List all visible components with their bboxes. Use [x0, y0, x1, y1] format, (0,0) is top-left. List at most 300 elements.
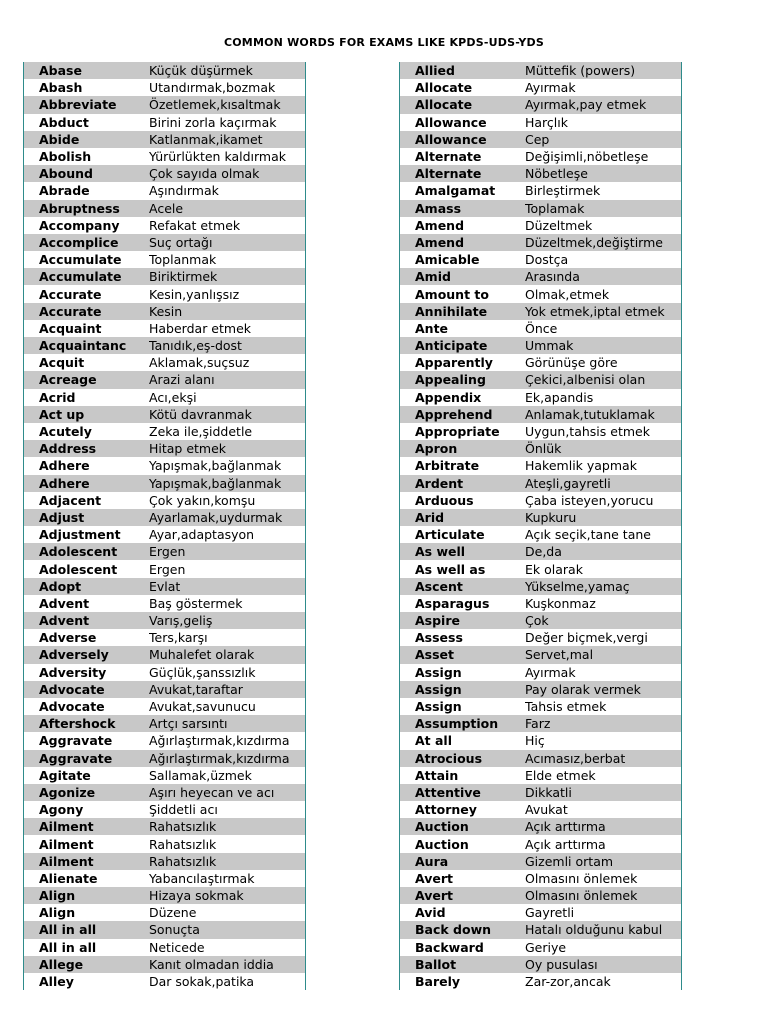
meaning-cell: Yapışmak,bağlanmak: [149, 475, 282, 491]
table-row: [24, 853, 305, 870]
table-row: [24, 475, 305, 492]
meaning-cell: Birini zorla kaçırmak: [149, 114, 277, 130]
meaning-cell: Ayırmak: [525, 664, 576, 680]
word-cell: Advocate: [39, 699, 105, 715]
meaning-cell: Ummak: [525, 338, 574, 354]
word-cell: Ailment: [39, 836, 94, 852]
word-cell: Address: [39, 441, 97, 457]
word-cell: Apron: [415, 441, 458, 457]
word-cell: Abide: [39, 131, 80, 147]
table-row: [24, 750, 305, 767]
word-cell: Appropriate: [415, 424, 500, 440]
word-cell: Assign: [415, 664, 462, 680]
meaning-cell: Kuşkonmaz: [525, 595, 596, 611]
meaning-cell: Uygun,tahsis etmek: [525, 424, 650, 440]
table-row: [400, 131, 681, 148]
meaning-cell: Tahsis etmek: [525, 699, 607, 715]
meaning-cell: Ağırlaştırmak,kızdırma: [149, 750, 290, 766]
table-row: [400, 767, 681, 784]
word-cell: Avert: [415, 888, 453, 904]
meaning-cell: Hiç: [525, 733, 545, 749]
word-cell: Adverse: [39, 630, 97, 646]
word-cell: Abruptness: [39, 200, 120, 216]
word-cell: Alley: [39, 974, 74, 990]
word-cell: Abolish: [39, 149, 92, 165]
word-cell: Barely: [415, 974, 461, 990]
word-cell: Accurate: [39, 286, 102, 302]
table-row: [24, 200, 305, 217]
word-cell: Abduct: [39, 114, 89, 130]
meaning-cell: Nöbetleşe: [525, 166, 588, 182]
table-row: [24, 182, 305, 199]
word-cell: Alternate: [415, 149, 482, 165]
meaning-cell: Değişimli,nöbetleşe: [525, 149, 649, 165]
word-cell: Abound: [39, 166, 93, 182]
meaning-cell: Değer biçmek,vergi: [525, 630, 648, 646]
table-row: [400, 165, 681, 182]
meaning-cell: Düzene: [149, 905, 197, 921]
word-cell: Alternate: [415, 166, 482, 182]
meaning-cell: Muhalefet olarak: [149, 647, 255, 663]
meaning-cell: Ayırmak,pay etmek: [525, 97, 647, 113]
meaning-cell: Ergen: [149, 561, 186, 577]
word-cell: Alienate: [39, 870, 98, 886]
table-row: [24, 148, 305, 165]
table-row: [400, 973, 681, 990]
table-row: [400, 148, 681, 165]
table-row: [24, 595, 305, 612]
meaning-cell: Yürürlükten kaldırmak: [149, 149, 286, 165]
word-cell: Ardent: [415, 475, 464, 491]
word-cell: Allowance: [415, 114, 487, 130]
meaning-cell: Olmasını önlemek: [525, 888, 638, 904]
meaning-cell: Açık arttırma: [525, 836, 606, 852]
meaning-cell: Ek,apandis: [525, 389, 594, 405]
meaning-cell: Arazi alanı: [149, 372, 215, 388]
table-row: [24, 801, 305, 818]
meaning-cell: Rahatsızlık: [149, 836, 217, 852]
table-row: [400, 440, 681, 457]
meaning-cell: Arasında: [525, 269, 580, 285]
vocab-table-left: [23, 62, 306, 990]
table-row: [400, 526, 681, 543]
table-row: [24, 389, 305, 406]
meaning-cell: Şiddetli acı: [149, 802, 218, 818]
table-row: [400, 79, 681, 96]
table-row: [24, 835, 305, 852]
meaning-cell: Neticede: [149, 939, 205, 955]
meaning-cell: Hitap etmek: [149, 441, 227, 457]
meaning-cell: Baş göstermek: [149, 595, 243, 611]
table-row: [24, 62, 305, 79]
word-cell: Attorney: [415, 802, 477, 818]
table-row: [24, 698, 305, 715]
table-row: [24, 509, 305, 526]
table-row: [24, 337, 305, 354]
meaning-cell: Geriye: [525, 939, 567, 955]
word-cell: Appealing: [415, 372, 486, 388]
table-row: [24, 114, 305, 131]
table-row: [24, 664, 305, 681]
word-cell: Adhere: [39, 475, 90, 491]
word-cell: Attain: [415, 767, 459, 783]
word-cell: Amend: [415, 217, 465, 233]
word-cell: At all: [415, 733, 453, 749]
word-cell: Ballot: [415, 956, 457, 972]
table-row: [24, 492, 305, 509]
meaning-cell: Özetlemek,kısaltmak: [149, 97, 281, 113]
word-cell: Appendix: [415, 389, 482, 405]
meaning-cell: Düzeltmek,değiştirme: [525, 234, 663, 250]
meaning-cell: Yok etmek,iptal etmek: [525, 303, 665, 319]
table-row: [400, 217, 681, 234]
word-cell: Allocate: [415, 97, 473, 113]
word-cell: Acquaintanc: [39, 338, 127, 354]
meaning-cell: Yükselme,yamaç: [525, 578, 630, 594]
word-cell: Aftershock: [39, 716, 116, 732]
table-row: [24, 784, 305, 801]
word-cell: Allied: [415, 63, 455, 79]
word-cell: Agonize: [39, 784, 96, 800]
table-row: [400, 96, 681, 113]
meaning-cell: Hakemlik yapmak: [525, 458, 637, 474]
word-cell: Allege: [39, 956, 84, 972]
table-row: [400, 457, 681, 474]
meaning-cell: Haberdar etmek: [149, 320, 252, 336]
word-cell: Articulate: [415, 527, 485, 543]
meaning-cell: Harçlık: [525, 114, 568, 130]
word-cell: Adopt: [39, 578, 82, 594]
word-cell: Align: [39, 888, 76, 904]
word-cell: Adversely: [39, 647, 109, 663]
word-cell: Adhere: [39, 458, 90, 474]
word-cell: Act up: [39, 406, 85, 422]
table-row: [400, 475, 681, 492]
table-row: [24, 234, 305, 251]
table-row: [400, 543, 681, 560]
table-row: [24, 818, 305, 835]
meaning-cell: Açık arttırma: [525, 819, 606, 835]
meaning-cell: Dikkatli: [525, 784, 572, 800]
meaning-cell: Tanıdık,eş-dost: [149, 338, 242, 354]
table-row: [24, 939, 305, 956]
word-cell: As well as: [415, 561, 486, 577]
meaning-cell: Katlanmak,ikamet: [149, 131, 263, 147]
meaning-cell: Hizaya sokmak: [149, 888, 244, 904]
word-cell: Ascent: [415, 578, 463, 594]
word-cell: Acrid: [39, 389, 76, 405]
table-row: [24, 887, 305, 904]
word-cell: Assumption: [415, 716, 499, 732]
table-row: [400, 509, 681, 526]
table-row: [24, 526, 305, 543]
word-cell: Adolescent: [39, 561, 118, 577]
table-row: [24, 612, 305, 629]
meaning-cell: Utandırmak,bozmak: [149, 80, 276, 96]
table-row: [400, 492, 681, 509]
meaning-cell: Sallamak,üzmek: [149, 767, 252, 783]
meaning-cell: Görünüşe göre: [525, 355, 618, 371]
meaning-cell: Ergen: [149, 544, 186, 560]
table-row: [24, 131, 305, 148]
meaning-cell: Küçük düşürmek: [149, 63, 253, 79]
meaning-cell: Ayar,adaptasyon: [149, 527, 255, 543]
word-cell: Allocate: [415, 80, 473, 96]
meaning-cell: Yabancılaştırmak: [149, 870, 255, 886]
table-row: [400, 698, 681, 715]
meaning-cell: Acı,ekşi: [149, 389, 197, 405]
meaning-cell: Artçı sarsıntı: [149, 716, 228, 732]
meaning-cell: Rahatsızlık: [149, 819, 217, 835]
meaning-cell: Ayırmak: [525, 80, 576, 96]
meaning-cell: Birleştirmek: [525, 183, 601, 199]
meaning-cell: Aşırı heyecan ve acı: [149, 784, 275, 800]
table-row: [400, 612, 681, 629]
meaning-cell: Kesin: [149, 303, 183, 319]
table-row: [400, 664, 681, 681]
table-row: [24, 79, 305, 96]
meaning-cell: Oy pusulası: [525, 956, 598, 972]
table-row: [24, 646, 305, 663]
word-cell: Adolescent: [39, 544, 118, 560]
meaning-cell: Çok yakın,komşu: [149, 492, 256, 508]
meaning-cell: Avukat: [525, 802, 568, 818]
word-cell: Amend: [415, 234, 465, 250]
word-cell: Adversity: [39, 664, 107, 680]
meaning-cell: Refakat etmek: [149, 217, 241, 233]
table-row: [24, 96, 305, 113]
word-cell: Asparagus: [415, 595, 490, 611]
table-row: [400, 389, 681, 406]
table-row: [24, 681, 305, 698]
meaning-cell: Önlük: [525, 441, 562, 457]
word-cell: Accumulate: [39, 252, 122, 268]
table-row: [400, 681, 681, 698]
word-cell: Acutely: [39, 424, 92, 440]
table-row: [24, 251, 305, 268]
table-row: [400, 251, 681, 268]
word-cell: Adjust: [39, 509, 85, 525]
page-title: COMMON WORDS FOR EXAMS LIKE KPDS-UDS-YDS: [223, 36, 545, 49]
table-row: [400, 939, 681, 956]
table-row: [400, 818, 681, 835]
word-cell: Apparently: [415, 355, 493, 371]
word-cell: Atrocious: [415, 750, 483, 766]
meaning-cell: Toplanmak: [149, 252, 217, 268]
meaning-cell: Ek olarak: [525, 561, 583, 577]
word-cell: Assess: [415, 630, 463, 646]
table-row: [24, 165, 305, 182]
meaning-cell: Müttefik (powers): [525, 63, 636, 79]
word-cell: Advent: [39, 595, 90, 611]
meaning-cell: Dar sokak,patika: [149, 974, 255, 990]
table-row: [400, 354, 681, 371]
word-cell: Acreage: [39, 372, 97, 388]
table-row: [400, 904, 681, 921]
word-cell: Arid: [415, 509, 445, 525]
meaning-cell: Önce: [525, 320, 558, 336]
word-cell: Abrade: [39, 183, 90, 199]
table-row: [400, 629, 681, 646]
word-cell: Amalgamat: [415, 183, 496, 199]
table-row: [24, 629, 305, 646]
meaning-cell: Varış,geliş: [149, 613, 213, 629]
word-cell: Amicable: [415, 252, 480, 268]
word-cell: Align: [39, 905, 76, 921]
meaning-cell: Açık seçik,tane tane: [525, 527, 651, 543]
word-cell: Agitate: [39, 767, 91, 783]
table-row: [400, 784, 681, 801]
meaning-cell: Aşındırmak: [149, 183, 219, 199]
word-cell: As well: [415, 544, 466, 560]
meaning-cell: Gayretli: [525, 905, 575, 921]
word-cell: Assign: [415, 699, 462, 715]
table-row: [24, 904, 305, 921]
meaning-cell: Olmasını önlemek: [525, 870, 638, 886]
table-row: [400, 234, 681, 251]
word-cell: Attentive: [415, 784, 481, 800]
word-cell: Accomplice: [39, 234, 119, 250]
table-row: [400, 406, 681, 423]
table-row: [400, 835, 681, 852]
meaning-cell: Acele: [149, 200, 184, 216]
meaning-cell: Acımasız,berbat: [525, 750, 626, 766]
meaning-cell: Pay olarak vermek: [525, 681, 641, 697]
meaning-cell: Yapışmak,bağlanmak: [149, 458, 282, 474]
meaning-cell: Kanıt olmadan iddia: [149, 956, 274, 972]
table-row: [24, 320, 305, 337]
word-cell: Back down: [415, 922, 492, 938]
meaning-cell: Aklamak,suçsuz: [149, 355, 250, 371]
word-cell: Abash: [39, 80, 83, 96]
meaning-cell: Dostça: [525, 252, 569, 268]
word-cell: Amid: [415, 269, 451, 285]
word-cell: Anticipate: [415, 338, 488, 354]
meaning-cell: Toplamak: [525, 200, 585, 216]
meaning-cell: Gizemli ortam: [525, 853, 614, 869]
meaning-cell: Kupkuru: [525, 509, 577, 525]
meaning-cell: Rahatsızlık: [149, 853, 217, 869]
word-cell: Amount to: [415, 286, 489, 302]
table-row: [24, 732, 305, 749]
table-row: [24, 217, 305, 234]
meaning-cell: Suç ortağı: [149, 234, 213, 250]
table-row: [400, 750, 681, 767]
meaning-cell: Avukat,taraftar: [149, 681, 243, 697]
meaning-cell: Düzeltmek: [525, 217, 593, 233]
table-row: [24, 354, 305, 371]
word-cell: Amass: [415, 200, 462, 216]
word-cell: Annihilate: [415, 303, 488, 319]
table-row: [24, 543, 305, 560]
meaning-cell: De,da: [525, 544, 562, 560]
meaning-cell: Ters,karşı: [149, 630, 208, 646]
meaning-cell: Güçlük,şanssızlık: [149, 664, 256, 680]
meaning-cell: Biriktirmek: [149, 269, 218, 285]
table-row: [400, 801, 681, 818]
meaning-cell: Sonuçta: [149, 922, 200, 938]
word-cell: Arduous: [415, 492, 474, 508]
table-row: [400, 337, 681, 354]
word-cell: Agony: [39, 802, 84, 818]
meaning-cell: Ağırlaştırmak,kızdırma: [149, 733, 290, 749]
table-row: [24, 578, 305, 595]
table-row: [400, 560, 681, 577]
meaning-cell: Hatalı olduğunu kabul: [525, 922, 663, 938]
word-cell: Aura: [415, 853, 449, 869]
meaning-cell: Kötü davranmak: [149, 406, 252, 422]
word-cell: Abbreviate: [39, 97, 117, 113]
word-cell: Aggravate: [39, 733, 113, 749]
table-row: [400, 62, 681, 79]
table-row: [24, 715, 305, 732]
meaning-cell: Olmak,etmek: [525, 286, 610, 302]
table-row: [400, 595, 681, 612]
meaning-cell: Zar-zor,ancak: [525, 974, 611, 990]
table-row: [24, 285, 305, 302]
meaning-cell: Ateşli,gayretli: [525, 475, 611, 491]
meaning-cell: Çaba isteyen,yorucu: [525, 492, 654, 508]
word-cell: Adjacent: [39, 492, 102, 508]
table-row: [24, 767, 305, 784]
meaning-cell: Ayarlamak,uydurmak: [149, 509, 283, 525]
table-row: [400, 732, 681, 749]
word-cell: Acquit: [39, 355, 85, 371]
word-cell: Accumulate: [39, 269, 122, 285]
table-row: [400, 853, 681, 870]
vocab-table-right: [399, 62, 682, 990]
word-cell: Avid: [415, 905, 446, 921]
word-cell: Accompany: [39, 217, 120, 233]
table-row: [400, 303, 681, 320]
word-cell: Auction: [415, 836, 469, 852]
table-row: [400, 956, 681, 973]
word-cell: Aspire: [415, 613, 460, 629]
table-row: [400, 423, 681, 440]
table-row: [400, 371, 681, 388]
word-cell: Aggravate: [39, 750, 113, 766]
table-row: [24, 560, 305, 577]
table-row: [400, 870, 681, 887]
meaning-cell: Anlamak,tutuklamak: [525, 406, 655, 422]
table-row: [24, 371, 305, 388]
table-row: [400, 578, 681, 595]
meaning-cell: Servet,mal: [525, 647, 594, 663]
meaning-cell: Çekici,albenisi olan: [525, 372, 646, 388]
word-cell: Abase: [39, 63, 82, 79]
meaning-cell: Çok sayıda olmak: [149, 166, 260, 182]
word-cell: Avert: [415, 870, 453, 886]
word-cell: Ailment: [39, 853, 94, 869]
table-row: [400, 320, 681, 337]
word-cell: Advent: [39, 613, 90, 629]
table-row: [400, 200, 681, 217]
table-row: [24, 440, 305, 457]
word-cell: Ante: [415, 320, 449, 336]
meaning-cell: Avukat,savunucu: [149, 699, 256, 715]
meaning-cell: Kesin,yanlışsız: [149, 286, 240, 302]
table-row: [24, 406, 305, 423]
meaning-cell: Cep: [525, 131, 550, 147]
table-row: [400, 268, 681, 285]
table-row: [400, 182, 681, 199]
meaning-cell: Farz: [525, 716, 551, 732]
word-cell: Adjustment: [39, 527, 121, 543]
word-cell: Auction: [415, 819, 469, 835]
meaning-cell: Evlat: [149, 578, 181, 594]
word-cell: Acquaint: [39, 320, 102, 336]
table-row: [24, 268, 305, 285]
